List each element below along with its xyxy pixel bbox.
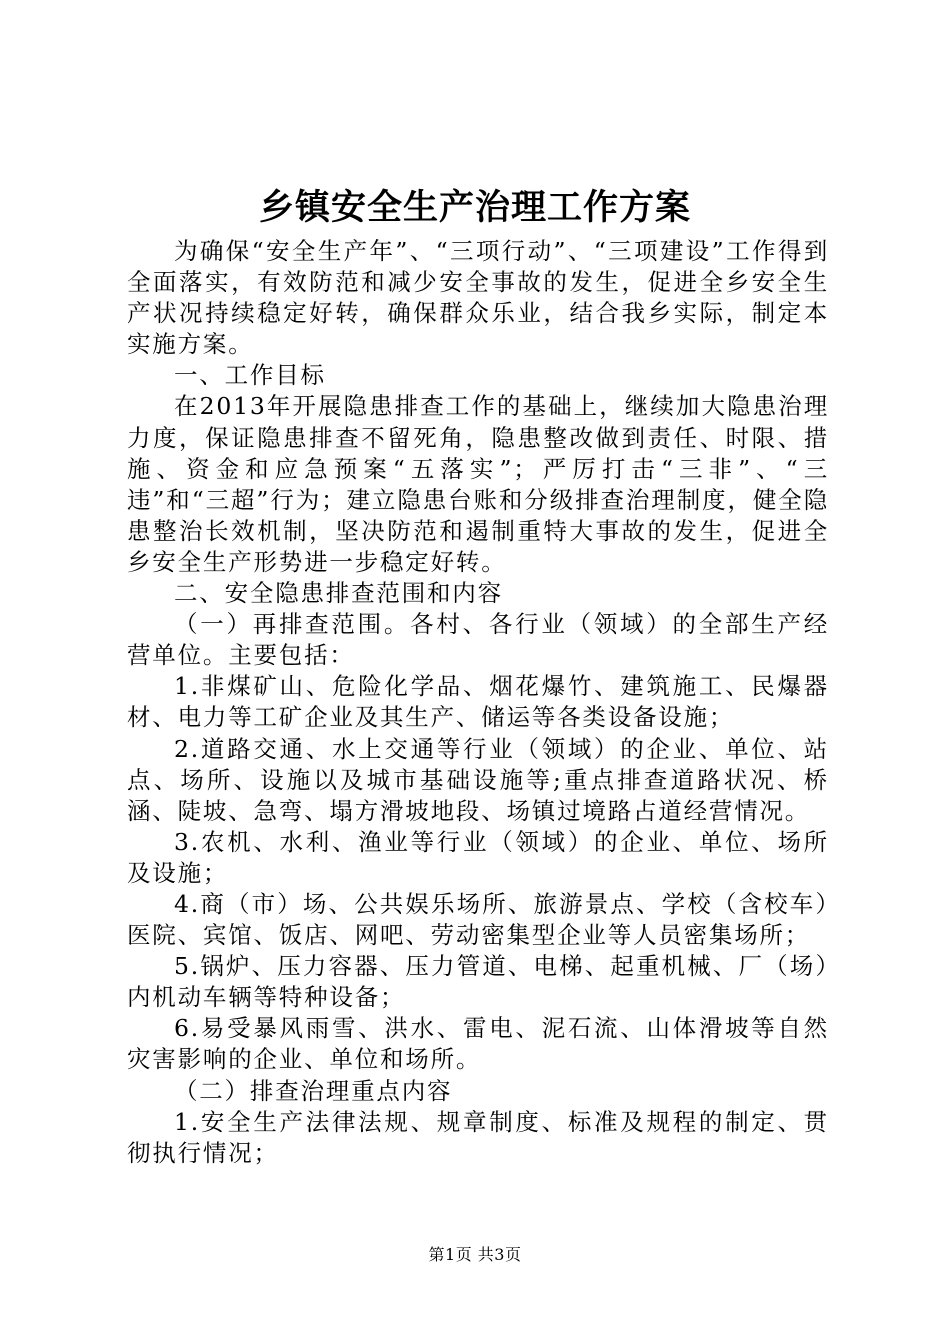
list-item-4: 4.商（市）场、公共娱乐场所、旅游景点、学校（含校车）医院、宾馆、饭店、网吧、劳动密集型企业等人员密集场所； [127, 889, 829, 950]
document-body [127, 236, 829, 1169]
heading-key-content: （二）排查治理重点内容 [174, 1076, 453, 1105]
list-item-key-1: 1.安全生产法律法规、规章制度、标准及规程的制定、贯彻执行情况； [127, 1107, 829, 1167]
heading-scope-content: 二、安全隐患排查范围和内容 [174, 579, 503, 608]
document-title: 乡镇安全生产治理工作方案 [258, 187, 691, 228]
list-item-3: 3.农机、水利、渔业等行业（领域）的企业、单位、场所及设施； [127, 827, 829, 887]
list-item-1: 1.非煤矿山、危险化学品、烟花爆竹、建筑施工、民爆器材、电力等工矿企业及其生产、储运等各类设备设施； [127, 672, 829, 732]
list-item-6: 6.易受暴风雨雪、洪水、雷电、泥石流、山体滑坡等自然灾害影响的企业、单位和场所。 [127, 1014, 829, 1074]
paragraph-goal: 在2013年开展隐患排查工作的基础上，继续加大隐患治理力度，保证隐患排查不留死角，隐患整改做到责任、时限、措施、资金和应急预案“五落实”；严厉打击“三非”、“三违”和“三超”行为；建立隐患台账和分级排查治理制度，健全隐患整治长效机制，坚决防范和遏制重特大事故的发生，促进全乡安全生产形势进一步稳定好转。 [127, 392, 829, 576]
paragraph-scope: （一）再排查范围。各村、各行业（领域）的全部生产经营单位。主要包括： [127, 610, 829, 670]
heading-work-goal: 一、工作目标 [174, 361, 326, 390]
paragraph-intro: 为确保“安全生产年”、“三项行动”、“三项建设”工作得到全面落实，有效防范和减少安全事故的发生，促进全乡安全生产状况持续稳定好转，确保群众乐业，结合我乡实际，制定本实施方案。 [127, 237, 829, 359]
list-item-5: 5.锅炉、压力容器、压力管道、电梯、起重机械、厂（场）内机动车辆等特种设备； [127, 952, 829, 1012]
list-item-2: 2.道路交通、水上交通等行业（领域）的企业、单位、站点、场所、设施以及城市基础设施等;重点排查道路状况、桥涵、陡坡、急弯、塌方滑坡地段、场镇过境路占道经营情况。 [127, 734, 829, 825]
page-footer: 第1页 共3页 [428, 1245, 522, 1264]
